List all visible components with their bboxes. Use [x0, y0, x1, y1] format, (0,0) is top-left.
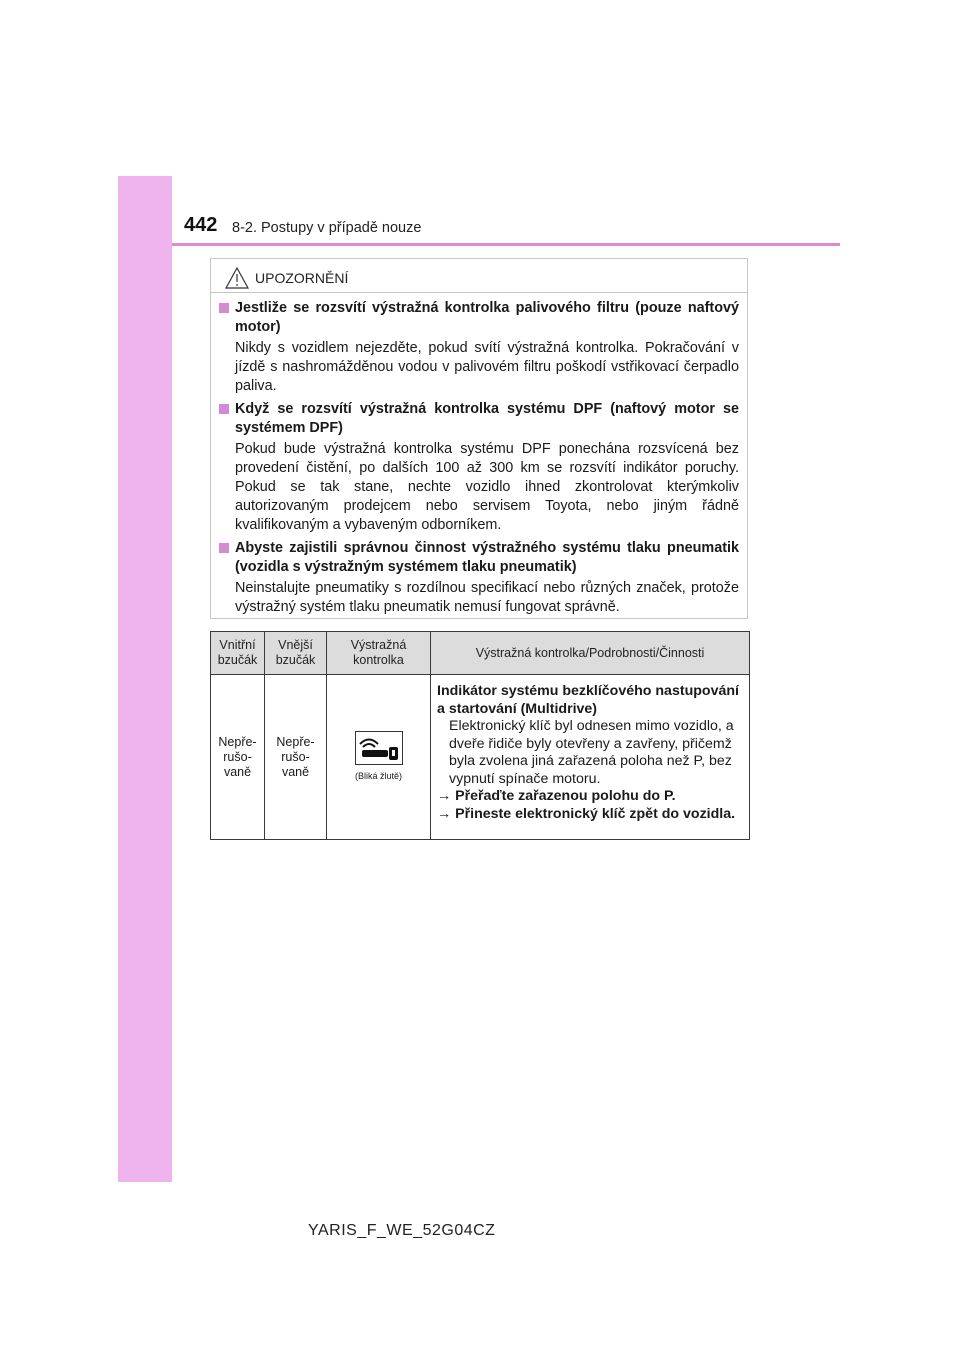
details-text: Elektronický klíč byl odnesen mimo vozidlo, a dveře řidiče byly otevřeny a zavřeny, přičemž byla zvolena jiná zařazená poloha než P, bez vypnutí spínače motoru.	[449, 718, 734, 787]
smart-key-indicator-icon	[355, 731, 403, 765]
warning-item-heading: Jestliže se rozsvítí výstražná kontrolka palivového filtru (pouze naftový motor)	[235, 300, 739, 335]
chapter-side-tab	[118, 176, 172, 1182]
section-title: 8-2. Postupy v případě nouze	[232, 220, 422, 236]
bullet-square-icon	[219, 404, 229, 414]
warning-title: UPOZORNĚNÍ	[255, 270, 349, 286]
lamp-caption: (Bliká žlutě)	[354, 770, 402, 781]
footer-document-code: YARIS_F_WE_52G04CZ	[308, 1222, 496, 1239]
warning-item-text: Pokud bude výstražná kontrolka systému DPF ponechána rozsvícená bez provedení čistění, po dalších 100 až 300 km se rozsvítí indikátor poruchy. Pokud se tak stane, nechte vozidlo ihned zkontrolovat kterýmkoliv autorizovaným prodejcem nebo servisem Toyota, nebo jiným řádně kvalifikovaným a vybaveným odborníkem.	[235, 441, 739, 533]
header-divider	[172, 243, 840, 246]
table-header-row	[211, 632, 750, 675]
col-warning-light: Výstražná kontrolka	[327, 632, 431, 675]
col-details: Výstražná kontrolka/Podrobnosti/Činnosti	[431, 632, 750, 675]
col-inner-buzzer: Vnitřní bzučák	[211, 632, 265, 675]
arrow-icon: →	[437, 788, 452, 804]
warning-triangle-icon	[225, 267, 249, 289]
bullet-square-icon	[219, 543, 229, 553]
warning-box	[210, 258, 748, 619]
col-outer-buzzer: Vnější bzučák	[265, 632, 327, 675]
warning-item-heading: Když se rozsvítí výstražná kontrolka systému DPF (naftový motor se systémem DPF)	[235, 401, 739, 436]
warning-divider	[211, 292, 747, 293]
inner-buzzer-cell: Nepře- rušo- vaně	[211, 675, 265, 840]
warning-lights-table	[210, 631, 750, 840]
warning-item-heading: Abyste zajistili správnou činnost výstražného systému tlaku pneumatik (vozidla s výstražným systémem tlaku pneumatik)	[235, 540, 739, 575]
page-number: 442	[184, 214, 218, 236]
table-row	[211, 675, 750, 840]
warning-item	[219, 539, 739, 617]
warning-body	[219, 299, 739, 621]
action-item: → Přineste elektronický klíč zpět do vozidla.	[437, 805, 736, 822]
warning-item	[219, 299, 739, 396]
warning-item-text: Nikdy s vozidlem nejezděte, pokud svítí výstražná kontrolka. Pokračování v jízdě s nashromážděnou vodou v palivovém filtru poškodí vstřikovací čerpadlo paliva.	[235, 340, 739, 394]
details-title: Indikátor systému bezklíčového nastupování a startování (Multidrive)	[437, 683, 739, 717]
warning-item	[219, 400, 739, 535]
warning-item-text: Neinstalujte pneumatiky s rozdílnou specifikací nebo různých značek, protože výstražný systém tlaku pneumatik nemusí fungovat správně.	[235, 580, 739, 615]
bullet-square-icon	[219, 303, 229, 313]
warning-header	[225, 265, 348, 291]
details-cell	[431, 675, 750, 840]
arrow-icon: →	[437, 805, 452, 822]
action-item: → Přeřaďte zařazenou polohu do P.	[437, 788, 676, 804]
outer-buzzer-cell: Nepře- rušo- vaně	[265, 675, 327, 840]
warning-light-cell	[327, 675, 431, 840]
